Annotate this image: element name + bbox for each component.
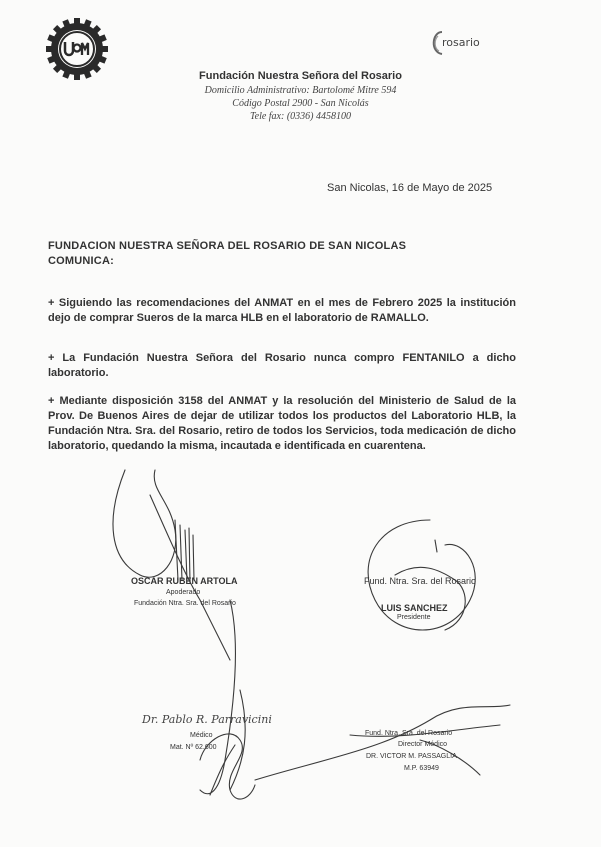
- signer-4-registration: M.P. 63949: [404, 765, 439, 772]
- letterhead-title: Fundación Nuestra Señora del Rosario: [199, 70, 402, 82]
- signer-4-organization: Fund. Ntra. Sra. del Rosario: [365, 730, 453, 737]
- paragraph-anmat-recommendation: + Siguiendo las recomendaciones del ANMAT en el mes de Febrero 2025 la institución dejo de comprar Sueros de la marca HLB en el laboratorio de RAMALLO.: [48, 297, 516, 324]
- signer-1-organization: Fundación Ntra. Sra. del Rosario: [134, 600, 236, 607]
- letterhead-phone: Tele fax: (0336) 4458100: [249, 111, 351, 122]
- rosario-logo-text: rosario: [442, 36, 480, 49]
- signer-1-role: Apoderado: [166, 589, 201, 596]
- signer-4-role: Director Médico: [398, 741, 448, 748]
- letter-date: San Nicolas, 16 de Mayo de 2025: [327, 182, 493, 194]
- subject-line-1: FUNDACION NUESTRA SEÑORA DEL ROSARIO DE SAN NICOLAS: [48, 240, 407, 252]
- signer-3-role: Médico: [190, 732, 213, 739]
- paragraph-fentanilo: + La Fundación Nuestra Señora del Rosario nunca compro FENTANILO a dicho laboratorio.: [48, 352, 516, 379]
- subject-line-2: COMUNICA:: [48, 255, 114, 267]
- signer-2-organization: Fund. Ntra. Sra. del Rosario: [364, 576, 477, 586]
- signer-2-role: Presidente: [397, 614, 431, 621]
- signer-4-name: DR. VICTOR M. PASSAGLIA: [366, 753, 457, 760]
- signer-3-name: Dr. Pablo R. Parravicini: [142, 713, 272, 726]
- paragraph-disposition-3158: + Mediante disposición 3158 del ANMAT y la resolución del Ministerio de Salud de la Prov. De Buenos Aires de dejar de utilizar todos los productos del Laboratorio HLB, la Fundación Ntra. Sra. del Rosario, retiro de todos los Servicios, toda medicación de dicho laboratorio, quedando la misma, incautada e identificada en cuarentena.: [48, 395, 516, 452]
- signer-3-registration: Mat. Nº 62.600: [170, 744, 217, 751]
- letterhead-postal-code: Código Postal 2900 - San Nicolás: [232, 98, 369, 109]
- signer-2-name: LUIS SANCHEZ: [381, 603, 448, 613]
- signer-1-name: OSCAR RUBEN ARTOLA: [131, 576, 238, 586]
- letterhead-address: Domicilio Administrativo: Bartolomé Mitre 594: [204, 85, 397, 96]
